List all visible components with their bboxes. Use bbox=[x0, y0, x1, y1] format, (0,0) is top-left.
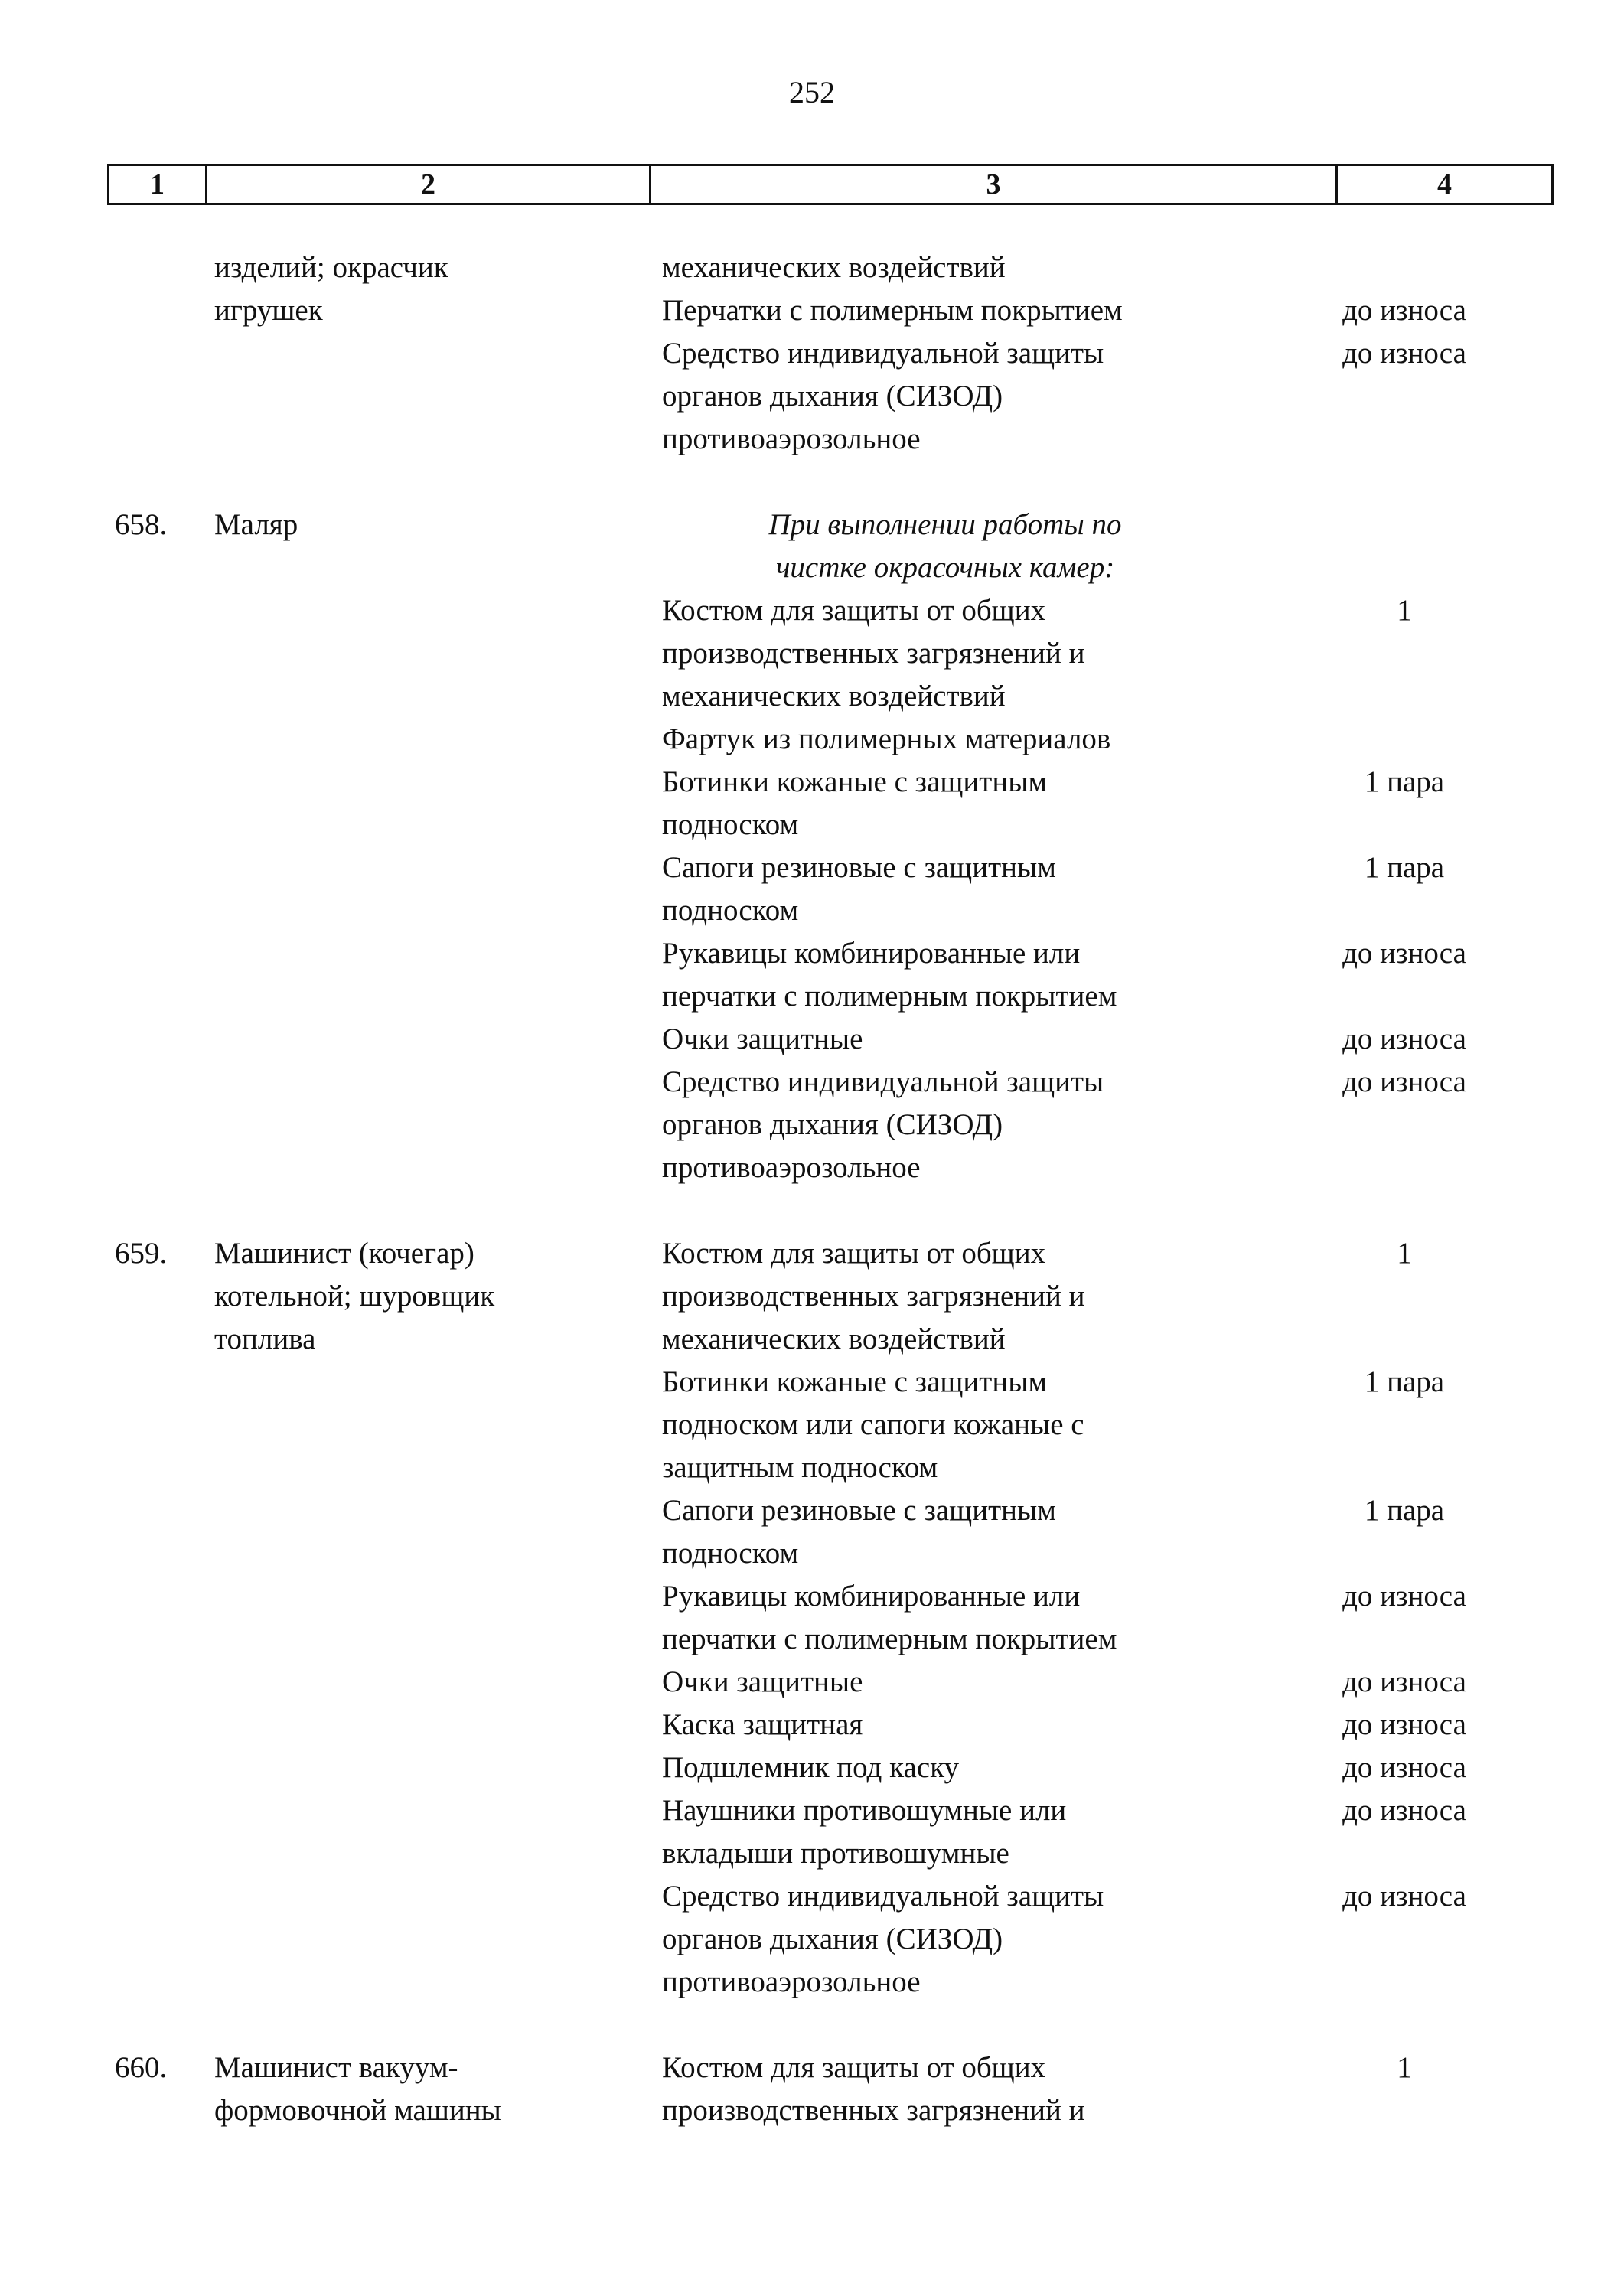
ppe-item-qty: 1 bbox=[1397, 2051, 1412, 2084]
ppe-item-qty: до износа bbox=[1342, 294, 1466, 327]
list-item bbox=[662, 1489, 1565, 1575]
page-number: 252 bbox=[789, 75, 835, 109]
header-col-4: 4 bbox=[1437, 168, 1452, 201]
ppe-item-text: Очки защитные bbox=[662, 1665, 863, 1698]
list-item bbox=[662, 1661, 1565, 1704]
ppe-item-text: Ботинки кожаные с защитным подноском или сапоги кожаные с защитным подноском bbox=[662, 1365, 1084, 1484]
ppe-item-text: Сапоги резиновые с защитным подноском bbox=[662, 1494, 1056, 1570]
ppe-item-qty: до износа bbox=[1342, 1665, 1466, 1698]
list-item bbox=[662, 932, 1565, 1018]
list-item bbox=[662, 1875, 1565, 2004]
table-row bbox=[0, 2047, 1624, 2132]
ppe-item-qty bbox=[1228, 246, 1565, 289]
ppe-item-qty: до износа bbox=[1342, 1751, 1466, 1784]
condition-heading: При выполнении работы по чистке окрасочных камер: bbox=[768, 508, 1122, 584]
ppe-item-qty: до износа bbox=[1342, 1880, 1466, 1913]
list-item bbox=[662, 246, 1565, 289]
ppe-list bbox=[662, 1232, 1565, 2004]
ppe-item-qty: до износа bbox=[1342, 1794, 1466, 1827]
ppe-item-text: Сапоги резиновые с защитным подноском bbox=[662, 851, 1056, 927]
ppe-item-qty: 1 bbox=[1397, 594, 1412, 627]
entry-number: 660. bbox=[115, 2051, 168, 2084]
ppe-list bbox=[662, 2047, 1565, 2132]
ppe-item-qty: 1 пара bbox=[1364, 1494, 1445, 1527]
ppe-item-text: Костюм для защиты от общих производственных загрязнений и механических воздействий bbox=[662, 594, 1085, 713]
ppe-item-text: Средство индивидуальной защиты органов дыхания (СИЗОД) противоаэрозольное bbox=[662, 337, 1104, 455]
list-item bbox=[662, 589, 1565, 718]
profession-name: Машинист вакуум- формовочной машины bbox=[214, 2051, 501, 2127]
ppe-item-text: Костюм для защиты от общих производственных загрязнений и механических воздействий bbox=[662, 1237, 1085, 1355]
ppe-item-qty: 1 пара bbox=[1364, 765, 1445, 798]
table-body bbox=[0, 246, 1624, 2132]
list-item bbox=[662, 1018, 1565, 1061]
ppe-item-qty: 1 пара bbox=[1364, 851, 1445, 884]
table-header bbox=[107, 164, 1554, 205]
ppe-item-qty bbox=[1228, 718, 1565, 761]
ppe-item-text: Средство индивидуальной защиты органов дыхания (СИЗОД) противоаэрозольное bbox=[662, 1065, 1104, 1184]
ppe-list bbox=[662, 246, 1565, 461]
list-item bbox=[662, 2047, 1565, 2132]
list-item bbox=[662, 1704, 1565, 1746]
ppe-item-text: Ботинки кожаные с защитным подноском bbox=[662, 765, 1048, 841]
list-item bbox=[662, 1789, 1565, 1875]
header-col-1: 1 bbox=[109, 166, 207, 203]
ppe-item-text: механических воздействий bbox=[662, 251, 1006, 284]
profession-name: Маляр bbox=[214, 508, 298, 541]
table-row bbox=[0, 1232, 1624, 2004]
ppe-item-text: Рукавицы комбинированные или перчатки с полимерным покрытием bbox=[662, 1580, 1117, 1655]
ppe-item-qty: до износа bbox=[1342, 1065, 1466, 1098]
ppe-item-qty: 1 bbox=[1397, 1237, 1412, 1270]
ppe-item-qty: до износа bbox=[1342, 1022, 1466, 1055]
header-col-2: 2 bbox=[207, 166, 651, 203]
ppe-item-text: Фартук из полимерных материалов bbox=[662, 722, 1111, 755]
list-item bbox=[662, 761, 1565, 846]
entry-number: 658. bbox=[115, 508, 168, 541]
list-item bbox=[662, 289, 1565, 332]
ppe-list bbox=[662, 504, 1565, 1189]
ppe-item-text: Перчатки с полимерным покрытием bbox=[662, 294, 1123, 327]
ppe-item-qty: до износа bbox=[1342, 1708, 1466, 1741]
list-item bbox=[662, 1232, 1565, 1361]
list-item bbox=[662, 332, 1565, 461]
header-col-3: 3 bbox=[651, 166, 1338, 203]
list-item bbox=[662, 1361, 1565, 1489]
table-row bbox=[0, 246, 1624, 461]
ppe-item-text: Очки защитные bbox=[662, 1022, 863, 1055]
table-row bbox=[0, 504, 1624, 1189]
list-item bbox=[662, 1746, 1565, 1789]
list-item bbox=[662, 718, 1565, 761]
ppe-item-qty: до износа bbox=[1342, 1580, 1466, 1613]
list-item bbox=[662, 1575, 1565, 1661]
list-item bbox=[662, 1061, 1565, 1189]
list-item bbox=[662, 846, 1565, 932]
ppe-item-qty: до износа bbox=[1342, 337, 1466, 370]
profession-name: Машинист (кочегар) котельной; шуровщик топлива bbox=[214, 1237, 495, 1355]
profession-name: изделий; окрасчик игрушек bbox=[214, 251, 448, 327]
ppe-item-text: Средство индивидуальной защиты органов дыхания (СИЗОД) противоаэрозольное bbox=[662, 1880, 1104, 1998]
ppe-item-text: Костюм для защиты от общих производственных загрязнений и bbox=[662, 2051, 1085, 2127]
ppe-item-text: Наушники противошумные или вкладыши противошумные bbox=[662, 1794, 1067, 1870]
ppe-item-text: Подшлемник под каску bbox=[662, 1751, 960, 1784]
ppe-item-qty: 1 пара bbox=[1364, 1365, 1445, 1398]
ppe-item-qty: до износа bbox=[1342, 937, 1466, 970]
ppe-item-text: Каска защитная bbox=[662, 1708, 863, 1741]
ppe-item-text: Рукавицы комбинированные или перчатки с полимерным покрытием bbox=[662, 937, 1117, 1013]
entry-number: 659. bbox=[115, 1237, 168, 1270]
list-item bbox=[662, 504, 1565, 589]
